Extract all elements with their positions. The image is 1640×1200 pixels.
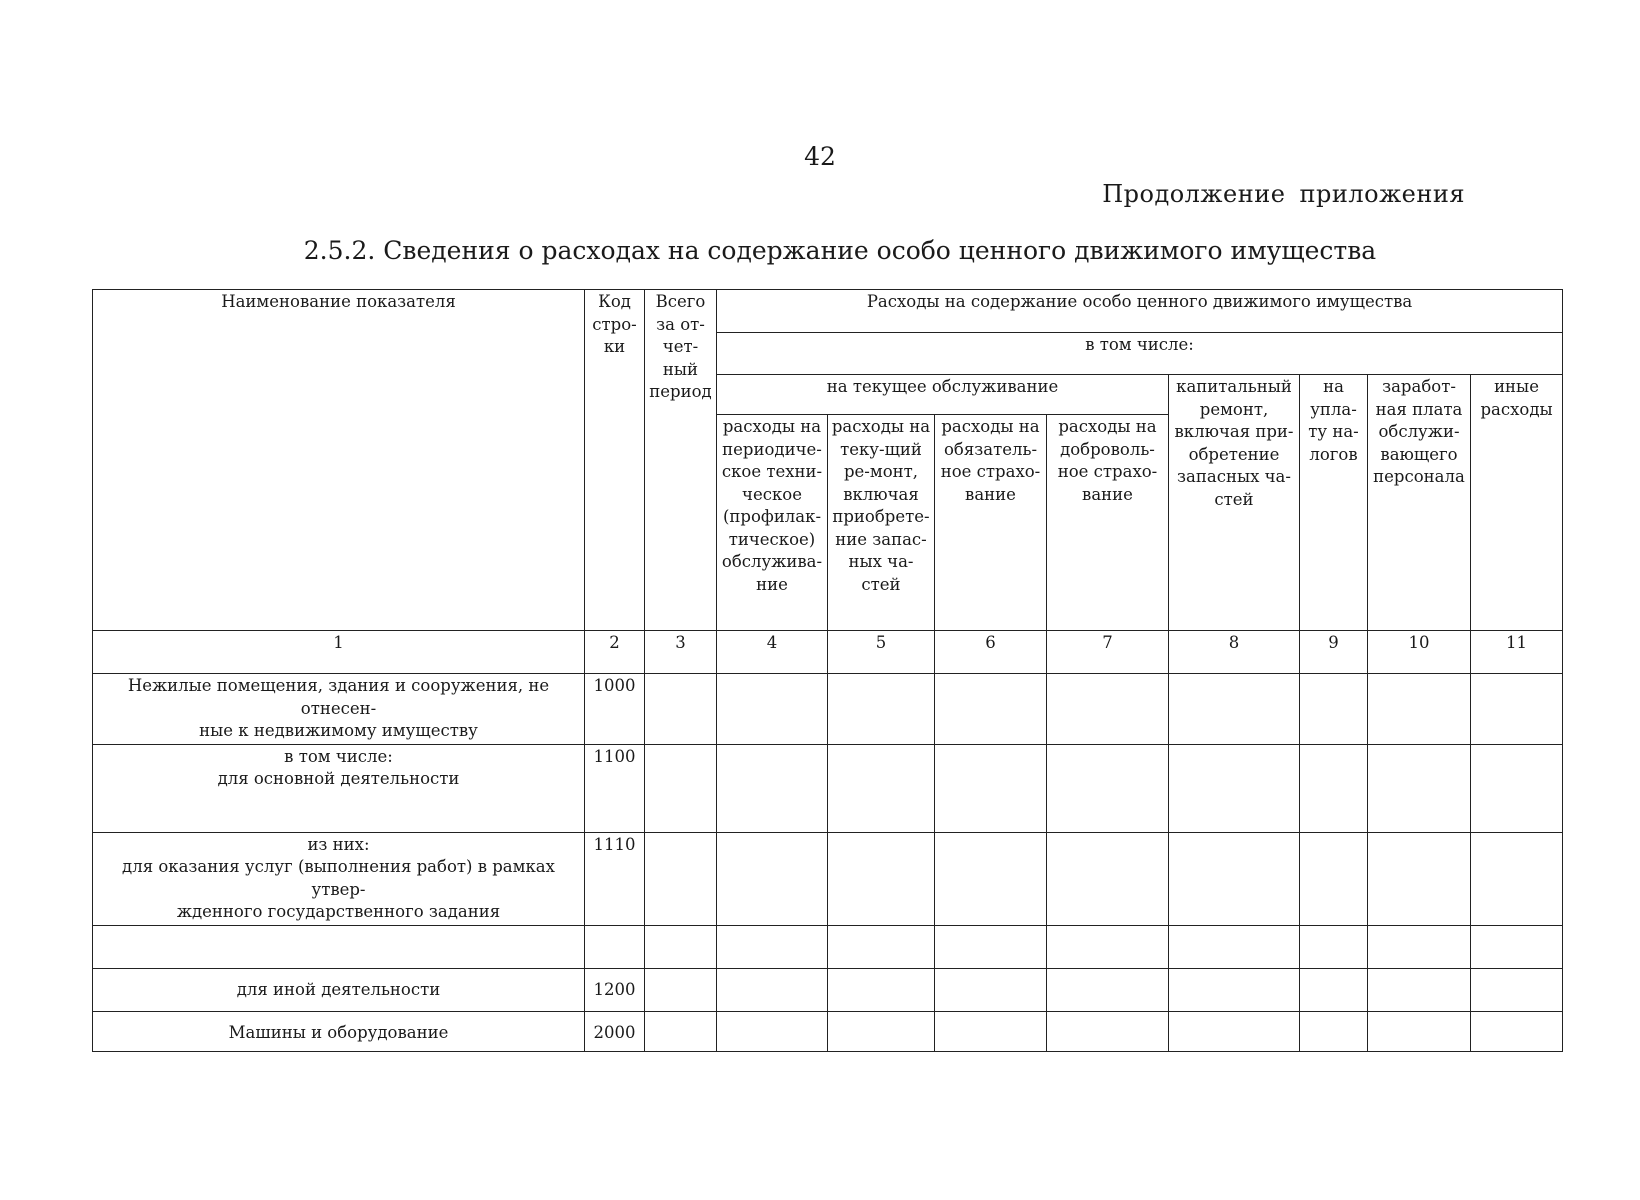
- empty-cell[interactable]: [645, 1011, 717, 1051]
- header-col11: иные расходы: [1471, 375, 1563, 631]
- empty-cell[interactable]: [935, 744, 1047, 832]
- empty-cell[interactable]: [1169, 832, 1300, 925]
- empty-cell[interactable]: [1300, 744, 1368, 832]
- header-row-1: [93, 290, 1563, 333]
- row-name-line: для оказания услуг (выполнения работ) в рамках утвер-: [122, 857, 555, 899]
- empty-cell[interactable]: [1047, 1011, 1169, 1051]
- empty-cell[interactable]: [1368, 968, 1471, 1011]
- empty-cell[interactable]: [1047, 674, 1169, 745]
- empty-cell[interactable]: [645, 968, 717, 1011]
- header-col8: капитальный ремонт, включая при-обретение запасных ча-стей: [1169, 375, 1300, 631]
- empty-cell[interactable]: [1471, 832, 1563, 925]
- row-code: 2000: [585, 1011, 645, 1051]
- empty-cell[interactable]: [1368, 925, 1471, 968]
- table-body: [93, 674, 1563, 1052]
- empty-cell[interactable]: [935, 925, 1047, 968]
- row-code: 1200: [585, 968, 645, 1011]
- header-expenses-group: Расходы на содержание особо ценного движимого имущества: [717, 290, 1563, 333]
- empty-cell[interactable]: [1300, 832, 1368, 925]
- empty-cell[interactable]: [1368, 832, 1471, 925]
- header-total: Всего за от-чет-ный период: [645, 290, 717, 631]
- row-name: [93, 744, 585, 832]
- row-name-line: Нежилые помещения, здания и сооружения, не отнесен-: [127, 676, 550, 718]
- row-name-line: из них:: [307, 834, 370, 854]
- empty-cell[interactable]: [645, 925, 717, 968]
- document-title: 2.5.2. Сведения о расходах на содержание особо ценного движимого имущества: [303, 236, 1377, 265]
- empty-cell[interactable]: [1047, 925, 1169, 968]
- empty-cell[interactable]: [935, 674, 1047, 745]
- empty-cell[interactable]: [1471, 1011, 1563, 1051]
- column-number: 10: [1368, 631, 1471, 674]
- empty-cell[interactable]: [1047, 832, 1169, 925]
- empty-cell[interactable]: [717, 744, 828, 832]
- empty-cell[interactable]: [1471, 925, 1563, 968]
- row-name: [93, 674, 585, 745]
- header-name: Наименование показателя: [93, 290, 585, 631]
- column-numbers-row: [93, 631, 1563, 674]
- empty-cell[interactable]: [1471, 674, 1563, 745]
- row-name-line: для иной деятельности: [236, 979, 441, 999]
- empty-cell[interactable]: [1047, 744, 1169, 832]
- empty-cell[interactable]: [1169, 1011, 1300, 1051]
- row-name: [93, 832, 585, 925]
- empty-cell[interactable]: [1471, 968, 1563, 1011]
- empty-cell[interactable]: [1368, 1011, 1471, 1051]
- row-name: [93, 925, 585, 968]
- column-number: 6: [935, 631, 1047, 674]
- empty-cell[interactable]: [828, 744, 935, 832]
- column-number: 2: [585, 631, 645, 674]
- empty-cell[interactable]: [717, 674, 828, 745]
- header-col7: расходы на доброволь-ное страхо-вание: [1047, 415, 1169, 631]
- empty-cell[interactable]: [717, 925, 828, 968]
- empty-cell[interactable]: [645, 744, 717, 832]
- empty-cell[interactable]: [828, 674, 935, 745]
- empty-cell[interactable]: [1300, 674, 1368, 745]
- empty-cell[interactable]: [1368, 744, 1471, 832]
- page-number: 42: [804, 142, 836, 171]
- row-code: [585, 925, 645, 968]
- empty-cell[interactable]: [645, 832, 717, 925]
- empty-cell[interactable]: [1169, 925, 1300, 968]
- column-number: 5: [828, 631, 935, 674]
- empty-cell[interactable]: [1300, 968, 1368, 1011]
- column-number: 11: [1471, 631, 1563, 674]
- column-number: 9: [1300, 631, 1368, 674]
- row-name-line: жденного государственного задания: [176, 902, 501, 921]
- empty-cell[interactable]: [935, 832, 1047, 925]
- row-name-line: Машины и оборудование: [228, 1022, 449, 1042]
- empty-cell[interactable]: [1300, 925, 1368, 968]
- row-name-line: для основной деятельности: [217, 769, 460, 788]
- table-row: [93, 968, 1563, 1011]
- header-col4: расходы на периодиче-ское техни-ческое (профилак-тическое) обслужива-ние: [717, 415, 828, 631]
- empty-cell[interactable]: [935, 968, 1047, 1011]
- empty-cell[interactable]: [1471, 744, 1563, 832]
- row-code: 1000: [585, 674, 645, 745]
- empty-cell[interactable]: [1169, 674, 1300, 745]
- table-row: [93, 1011, 1563, 1051]
- row-name-line: в том числе:: [284, 746, 393, 766]
- row-name-line: ные к недвижимому имуществу: [199, 721, 478, 740]
- table-row: [93, 674, 1563, 745]
- empty-cell[interactable]: [717, 832, 828, 925]
- empty-cell[interactable]: [935, 1011, 1047, 1051]
- header-code: Код стро-ки: [585, 290, 645, 631]
- expenses-table: [92, 289, 1563, 1052]
- column-number: 4: [717, 631, 828, 674]
- continuation-label: Продолжение приложения: [1102, 180, 1465, 208]
- empty-cell[interactable]: [1368, 674, 1471, 745]
- table-row: [93, 832, 1563, 925]
- column-number: 3: [645, 631, 717, 674]
- empty-cell[interactable]: [1169, 968, 1300, 1011]
- header-col9: на упла-ту на-логов: [1300, 375, 1368, 631]
- empty-cell[interactable]: [1300, 1011, 1368, 1051]
- column-number: 7: [1047, 631, 1169, 674]
- empty-cell[interactable]: [1047, 968, 1169, 1011]
- empty-cell[interactable]: [645, 674, 717, 745]
- table-row: [93, 744, 1563, 832]
- empty-cell[interactable]: [1169, 744, 1300, 832]
- header-col6: расходы на обязатель-ное страхо-вание: [935, 415, 1047, 631]
- row-name: [93, 968, 585, 1011]
- empty-cell[interactable]: [717, 968, 828, 1011]
- empty-cell[interactable]: [828, 1011, 935, 1051]
- empty-cell[interactable]: [828, 968, 935, 1011]
- row-code: 1110: [585, 832, 645, 925]
- header-col10: заработ-ная плата обслужи-вающего персонала: [1368, 375, 1471, 631]
- column-number: 1: [93, 631, 585, 674]
- row-code: 1100: [585, 744, 645, 832]
- header-including: в том числе:: [717, 333, 1563, 375]
- row-name: [93, 1011, 585, 1051]
- table-row: [93, 925, 1563, 968]
- empty-cell[interactable]: [828, 925, 935, 968]
- empty-cell[interactable]: [717, 1011, 828, 1051]
- header-col5: расходы на теку-щий ре-монт, включая приобрете-ние запас-ных ча-стей: [828, 415, 935, 631]
- header-current-service: на текущее обслуживание: [717, 375, 1169, 415]
- empty-cell[interactable]: [828, 832, 935, 925]
- column-number: 8: [1169, 631, 1300, 674]
